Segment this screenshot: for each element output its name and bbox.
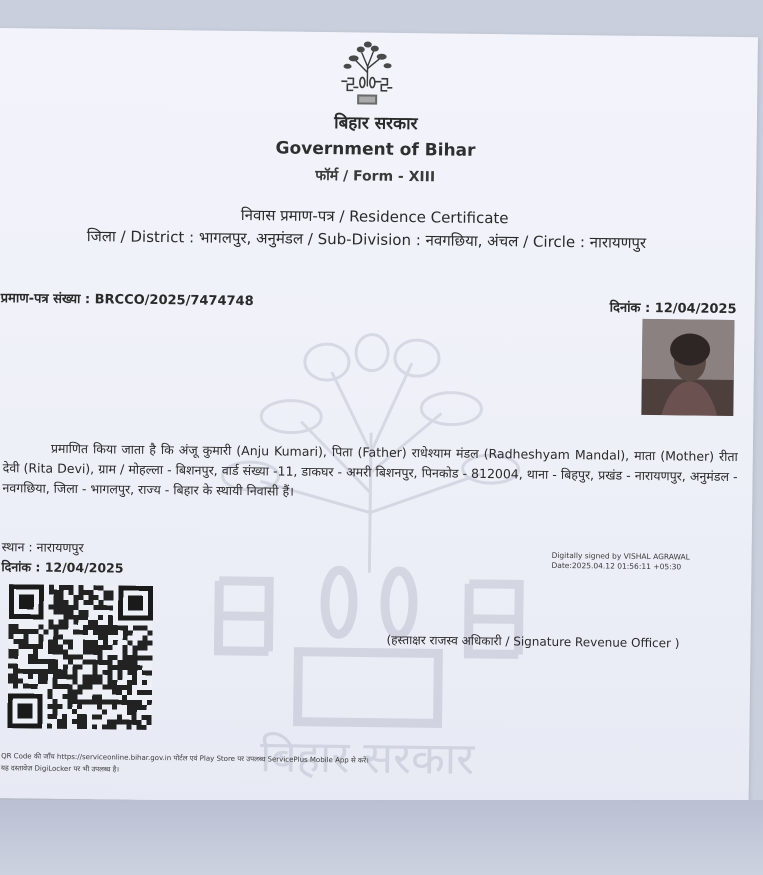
svg-text:बिहार सरकार: बिहार सरकार [259, 731, 475, 785]
govt-title-hindi: बिहार सरकार [334, 113, 418, 135]
bihar-emblem-icon [331, 38, 404, 113]
background-surface [0, 800, 763, 875]
form-number: फॉर्म / Form - XIII [315, 167, 436, 186]
issue-date: दिनांक : 12/04/2025 [609, 300, 737, 318]
govt-title-english: Government of Bihar [275, 138, 476, 161]
certificate-paper [0, 28, 758, 807]
certificate-body: प्रमाणित किया जाता है कि अंजू कुमारी (Anju Kumari), पिता (Father) राधेश्याम मंडल (Radheshyam Mandal), माता (Mother) रीता देवी (Rita Devi), ग्राम / मोहल्ला - बिशनपुर, वार्ड संख्या -11, डाकघर - अमरी बिशनपुर, पिनकोड - 812004, थाना - बिहपुर, प्रखंड - नारायणपुर, अनुमंडल - नवगछिया, जिला - भागलपुर, राज्य - बिहार के स्थायी निवासी हैं। [2, 440, 738, 499]
qr-code-icon[interactable] [3, 584, 157, 730]
digital-signer: Digitally signed by VISHAL AGRAWAL [551, 550, 690, 562]
district-line: जिला / District : भागलपुर, अनुमंडल / Sub-Division : नवगछिया, अंचल / Circle : नारायणपुर [86, 227, 647, 252]
digital-sign-date: Date:2025.04.12 01:56:11 +05:30 [551, 560, 682, 572]
footer-line-1: QR Code की जाँच https://serviceonline.bihar.gov.in पोर्टल एवं Play Store पर उपलब्ध ServicePlus Mobile App से करें। [1, 752, 369, 765]
footer-line-2: यह दस्तावेज़ DigiLocker पर भी उपलब्ध है। [0, 764, 120, 774]
place-of-issue: स्थान : नारायणपुर [1, 539, 84, 556]
place-date: दिनांक : 12/04/2025 [1, 559, 124, 576]
signature-label: (हस्ताक्षर राजस्व अधिकारी / Signature Revenue Officer ) [386, 632, 680, 651]
footer-note [1, 750, 369, 778]
certificate-number: प्रमाण-पत्र संख्या : BRCCO/2025/7474748 [0, 291, 254, 310]
certificate-title: निवास प्रमाण-पत्र / Residence Certificate [240, 206, 509, 228]
applicant-photo [641, 319, 734, 416]
digital-signature-block [551, 551, 690, 573]
watermark-emblem-icon [197, 331, 543, 805]
